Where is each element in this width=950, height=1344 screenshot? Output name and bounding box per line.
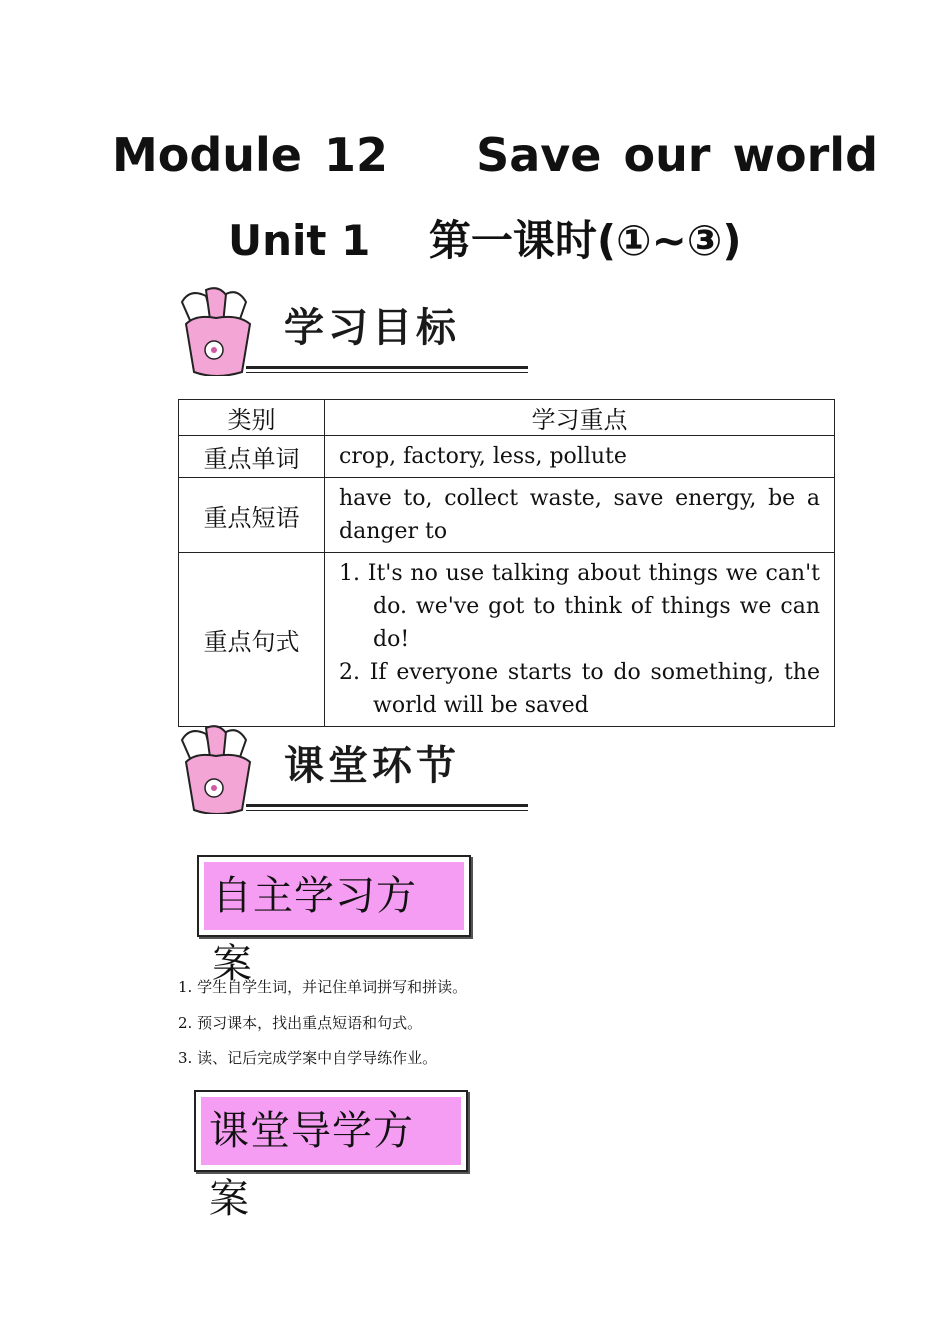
- row-content: have to, collect waste, save energy, be a danger to: [325, 478, 835, 553]
- classroom-header: [176, 722, 528, 814]
- self-study-box: [197, 855, 471, 987]
- header-rule-thin: [246, 372, 528, 373]
- self-study-steps: [178, 970, 467, 1077]
- pencil-cup-icon: [176, 284, 286, 376]
- objectives-header: [176, 284, 528, 376]
- row-category: 重点单词: [179, 436, 325, 478]
- header-rule-thin: [246, 810, 528, 811]
- table-row: [179, 553, 835, 727]
- pencil-cup-icon: [176, 722, 286, 814]
- unit-title: Unit 1 第一课时(①~③): [228, 216, 742, 265]
- sentence-item: 2. If everyone starts to do something, the world will be saved: [339, 660, 820, 718]
- header-rule: [246, 804, 528, 807]
- objectives-table: [178, 399, 835, 727]
- sentence-item: 1. It's no use talking about things we can't do. we've got to think of things we can do!: [339, 561, 820, 652]
- row-category: 重点句式: [179, 553, 325, 727]
- guided-study-box: [194, 1090, 468, 1222]
- table-row: [179, 436, 835, 478]
- row-category: 重点短语: [179, 478, 325, 553]
- module-title: Module 12 Save our world: [111, 128, 878, 182]
- list-item: 1. 学生自学生词，并记住单词拼写和拼读。: [178, 978, 468, 996]
- table-row: [179, 478, 835, 553]
- self-study-title: 自主学习方案: [204, 862, 464, 930]
- table-header-row: [179, 400, 835, 436]
- classroom-label: 课堂环节: [284, 743, 460, 789]
- objectives-label: 学习目标: [284, 305, 460, 351]
- header-rule: [246, 366, 528, 369]
- list-item: 3. 读、记后完成学案中自学导练作业。: [178, 1049, 438, 1067]
- table-header-focus: 学习重点: [325, 400, 835, 436]
- table-header-category: 类别: [179, 400, 325, 436]
- row-content: crop, factory, less, pollute: [325, 436, 835, 478]
- guided-study-title: 课堂导学方案: [201, 1097, 461, 1165]
- list-item: 2. 预习课本，找出重点短语和句式。: [178, 1013, 423, 1032]
- row-content: [325, 553, 835, 727]
